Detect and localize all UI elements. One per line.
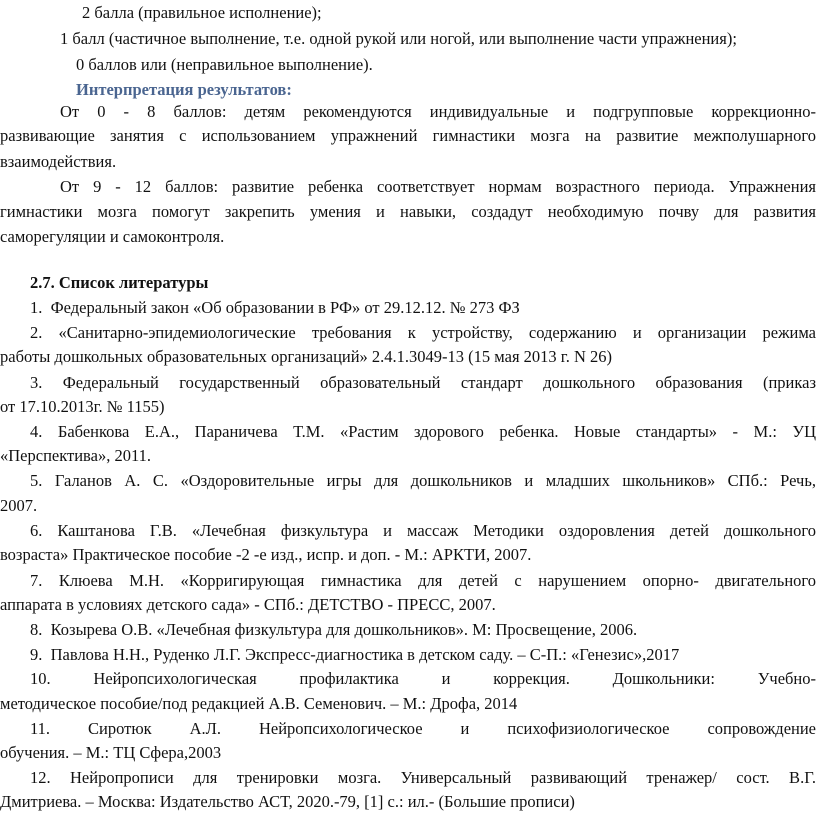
reference-5-line1: 5. Галанов А. С. «Оздоровительные игры для дошкольников и младших школьников» СПб.: Речь, (30, 471, 816, 490)
reference-12-line1: 12. Нейропрописи для тренировки мозга. Универсальный развивающий тренажер/ сост. В.Г. (30, 768, 816, 787)
reference-7-line2: аппарата в условиях детского сада» - СПб.: ДЕТСТВО - ПРЕСС, 2007. (0, 595, 496, 614)
reference-11-line2: обучения. – М.: ТЦ Сфера,2003 (0, 743, 222, 762)
reference-8: 8. Козырева О.В. «Лечебная физкультура для дошкольников». М: Просвещение, 2006. (30, 620, 638, 639)
reference-1: 1. Федеральный закон «Об образовании в РФ» от 29.12.12. № 273 ФЗ (30, 298, 520, 317)
reference-9: 9. Павлова Н.Н., Руденко Л.Г. Экспресс-диагностика в детском саду. – С-П.: «Генезис»,2017 (30, 645, 680, 664)
reference-4-line1: 4. Бабенкова Е.А., Параничева Т.М. «Растим здорового ребенка. Новые стандарты» - М.: УЦ (30, 422, 816, 441)
reference-2-line2: работы дошкольных образовательных организаций» 2.4.1.3049-13 (15 мая 2013 г. N 26) (0, 347, 612, 366)
reference-4-line2: «Перспектива», 2011. (0, 446, 151, 465)
reference-6-line2: возраста» Практическое пособие -2 -е изд., испр. и доп. - М.: АРКТИ, 2007. (0, 545, 532, 564)
reference-10-line1: 10. Нейропсихологическая профилактика и коррекция. Дошкольники: Учебно- (30, 669, 816, 688)
reference-3-line1: 3. Федеральный государственный образовательный стандарт дошкольного образования (приказ (30, 373, 816, 392)
score-line-1: 1 балл (частичное выполнение, т.е. одной рукой или ногой, или выполнение части упражнения); (60, 29, 737, 48)
interp-para2-line3: саморегуляции и самоконтроля. (0, 227, 225, 246)
interpretation-heading: Интерпретация результатов: (76, 80, 292, 99)
score-line-0: 0 баллов или (неправильное выполнение). (76, 55, 373, 74)
interp-para2-line2: гимнастики мозга помогут закрепить умения и навыки, создадут необходимую почву для развития (0, 202, 816, 221)
interp-para1-line2: развивающие занятия с использованием упражнений гимнастики мозга на развитие межполушарного (0, 126, 816, 145)
interp-para1-line1: От 0 - 8 баллов: детям рекомендуются индивидуальные и подгрупповые коррекционно- (60, 102, 816, 121)
interp-para2-line1: От 9 - 12 баллов: развитие ребенка соответствует нормам возрастного периода. Упражнения (60, 177, 816, 196)
reference-5-line2: 2007. (0, 496, 38, 515)
reference-12-line2: Дмитриева. – Москва: Издательство АСТ, 2020.-79, [1] с.: ил.- (Большие прописи) (0, 792, 575, 811)
reference-6-line1: 6. Каштанова Г.В. «Лечебная физкультура и массаж Методики оздоровления детей дошкольного (30, 521, 816, 540)
score-line-2: 2 балла (правильное исполнение); (82, 3, 322, 22)
interp-para1-line3: взаимодействия. (0, 152, 117, 171)
reference-7-line1: 7. Клюева М.Н. «Корригирующая гимнастика для детей с нарушением опорно- двигательного (30, 571, 816, 590)
references-heading: 2.7. Список литературы (30, 273, 209, 292)
reference-2-line1: 2. «Санитарно-эпидемиологические требования к устройству, содержанию и организации режима (30, 323, 816, 342)
reference-3-line2: от 17.10.2013г. № 1155) (0, 397, 165, 416)
reference-11-line1: 11. Сиротюк А.Л. Нейропсихологическое и психофизиологическое сопровождение (30, 719, 816, 738)
reference-10-line2: методическое пособие/под редакцией А.В. Семенович. – М.: Дрофа, 2014 (0, 694, 518, 713)
